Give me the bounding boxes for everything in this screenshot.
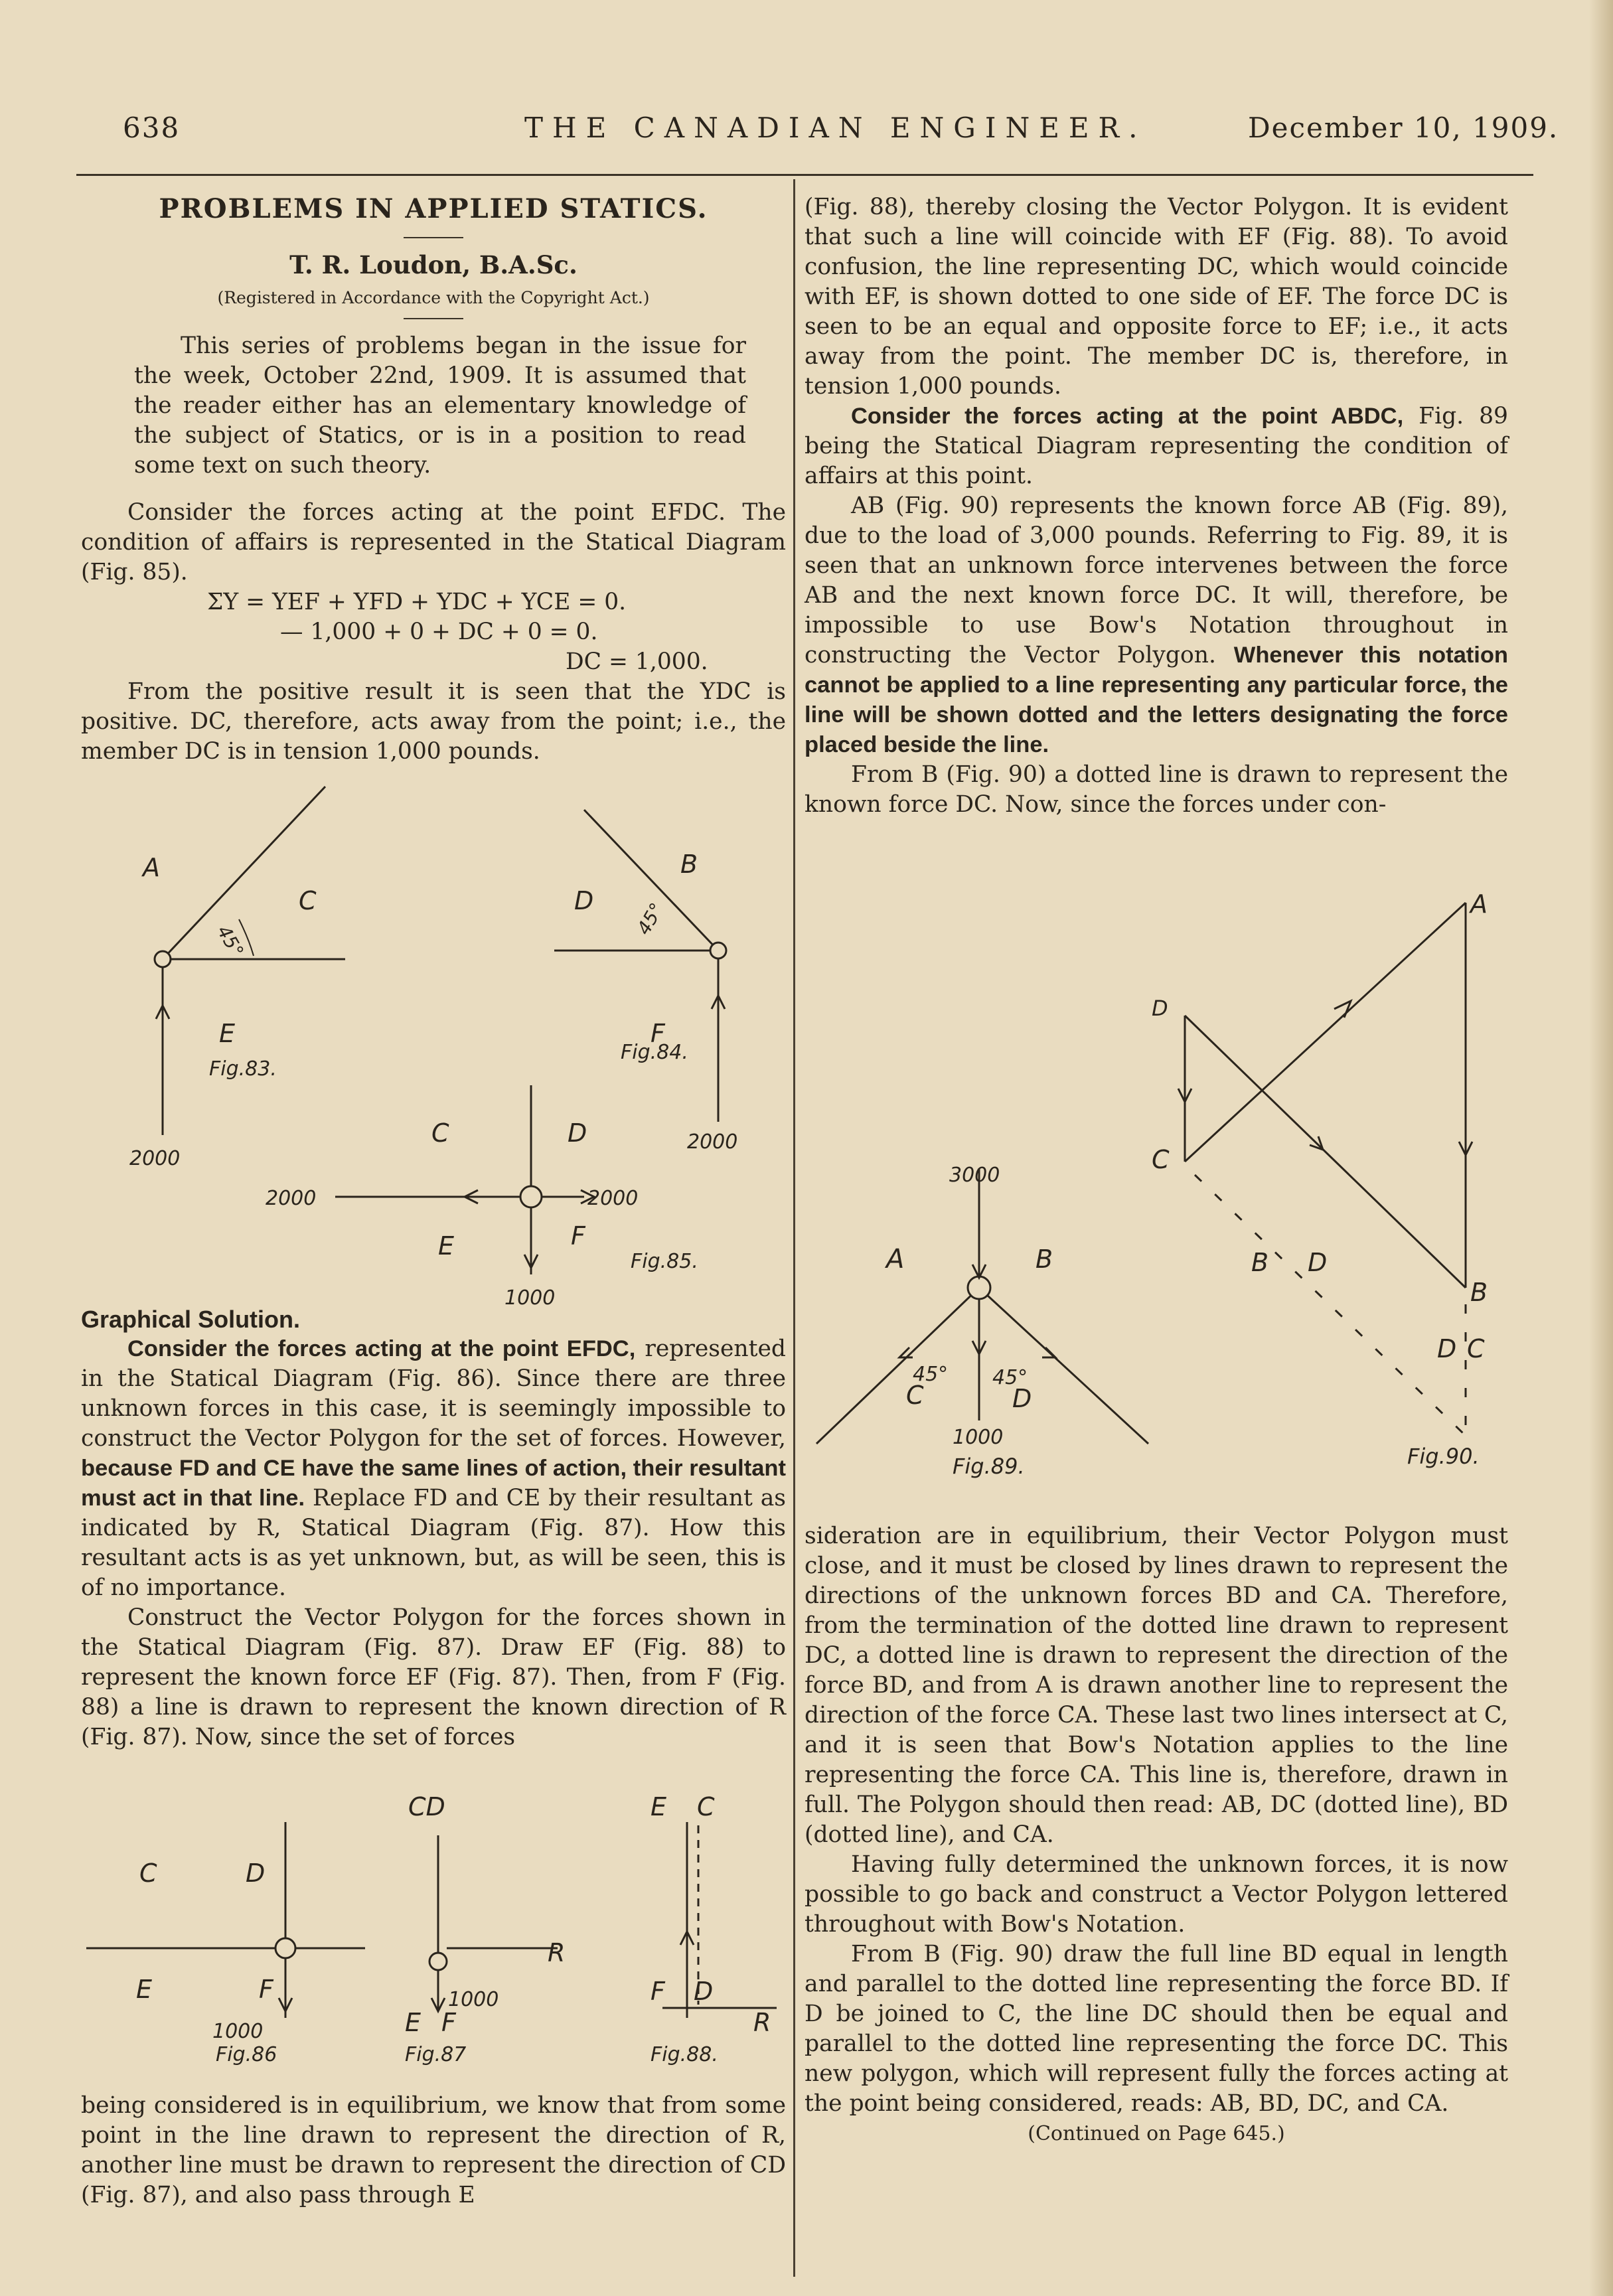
paragraph-abdc <box>805 402 1508 491</box>
author-byline: T. R. Loudon, B.A.Sc. <box>289 250 577 279</box>
fig84-caption: Fig.84. <box>621 1041 688 1064</box>
fig84-load: 2000 <box>687 1130 738 1154</box>
fig87-load: 1000 <box>448 1988 499 2011</box>
figure-83 <box>129 787 345 1170</box>
fig86-caption: Fig.86 <box>216 2043 277 2066</box>
fig88-label-r: R <box>753 2008 771 2037</box>
page-number: 638 <box>123 112 181 144</box>
fig86-label-c: C <box>139 1859 157 1888</box>
fig88-label-c: C <box>697 1792 715 1821</box>
paragraph-equilibrium: being considered is in equilibrium, we know that from some point in the line drawn to represent the direction of R, another line must be drawn to represent the direction of CD (Fig. 87), and also pass through E <box>81 2092 786 2208</box>
paragraph-construct: Construct the Vector Polygon for the forces shown in the Statical Diagram (Fig. 87). Draw EF (Fig. 88) to represent the known force EF (Fig. 87). Then, from F (Fig. 88) a line is drawn to represent the known direction of R (Fig. 87). Now, since the set of forces <box>81 1604 786 1750</box>
equation-values: — 1,000 + 0 + DC + 0 = 0. <box>280 619 598 645</box>
paragraph-graphical-b: Replace FD and CE by their resultant as indicated by R, Statical Diagram (Fig. 87). How this resultant acts is as yet unknown, but, as will be seen, this is of no importance. <box>81 1485 787 1601</box>
fig84-joint <box>710 943 726 958</box>
fig84-label-f: F <box>651 1019 665 1048</box>
fig83-angle-label: 45° <box>212 921 248 961</box>
fig87-caption: Fig.87 <box>405 2043 467 2066</box>
fig87-label-cd: CD <box>408 1792 445 1821</box>
fig86-label-e: E <box>136 1975 153 2004</box>
fig88-label-e: E <box>651 1792 667 1821</box>
left-column-bottom <box>81 2091 786 2210</box>
fig83-label-c: C <box>299 886 317 915</box>
fig88-label-f: F <box>651 1977 665 2006</box>
fig90-label-a: A <box>1470 889 1488 919</box>
left-column-middle <box>81 1304 786 1752</box>
page-edge-shadow <box>1589 0 1613 2296</box>
fig86-label-d: D <box>246 1859 266 1888</box>
fig90-label-d-top: D <box>1152 996 1168 1021</box>
article-title: PROBLEMS IN APPLIED STATICS. <box>159 193 708 224</box>
fig89-caption: Fig.89. <box>953 1454 1025 1479</box>
fig83-caption: Fig.83. <box>209 1057 277 1081</box>
fig89-bottom-load: 1000 <box>953 1426 1004 1449</box>
fig89-label-d: D <box>1012 1384 1032 1413</box>
intro-paragraph: This series of problems began in the issue for the week, October 22nd, 1909. It is assumed that the reader either has an elementary knowledge of the subject of Statics, or is in a position to read some text on such theory. <box>134 333 746 479</box>
fig88-label-d: D <box>694 1977 714 2006</box>
fig84-angle-label: 45° <box>632 899 668 939</box>
fig84-label-b: B <box>680 850 698 879</box>
column-divider <box>793 179 795 2277</box>
fig90-label-b-right: B <box>1470 1278 1488 1307</box>
fig89-angle-left: 45° <box>913 1363 949 1386</box>
right-column-bottom <box>805 1521 1508 2149</box>
copyright-note: (Registered in Accordance with the Copyright Act.) <box>217 288 650 307</box>
paragraph-graphical-a: represented in the Statical Diagram (Fig. 86). Since there are three unknown forces in this case, it is seemingly impossible to construct the Vector Polygon for the set of forces. However, <box>81 1336 786 1452</box>
fig83-label-a: A <box>143 853 160 882</box>
header-rule <box>76 174 1533 176</box>
figure-89 <box>816 1164 1148 1479</box>
byline-rule <box>404 318 463 319</box>
fig90-ca-line <box>1185 903 1466 1162</box>
fig86-load: 1000 <box>212 2020 264 2043</box>
fig83-load: 2000 <box>129 1147 181 1170</box>
figure-88 <box>651 1792 777 2066</box>
figure-84 <box>554 810 737 1154</box>
right-column-top <box>805 192 1508 820</box>
equation-sum-y: ΣY = YEF + YFD + YDC + YCE = 0. <box>207 589 627 615</box>
figure-87 <box>405 1792 565 2066</box>
paragraph-abdc-text: Fig. 89 being the Statical Diagram representing the condition of affairs at this point. <box>805 403 1509 489</box>
figure-86 <box>86 1822 365 2066</box>
fig84-label-d: D <box>574 886 594 915</box>
figures-83-85 <box>80 777 790 1308</box>
paragraph-ab-load <box>805 491 1508 760</box>
fig83-joint <box>155 951 171 967</box>
fig85-label-c: C <box>431 1118 449 1148</box>
fig85-caption: Fig.85. <box>631 1250 698 1273</box>
fig86-label-f: F <box>259 1975 273 2004</box>
fig87-label-e: E <box>405 2008 422 2037</box>
figure-90 <box>1152 889 1488 1469</box>
fig87-label-r: R <box>548 1938 566 1967</box>
fig85-bottom-load: 1000 <box>504 1286 556 1310</box>
fig85-left-load: 2000 <box>266 1187 317 1210</box>
fig90-dotted-bd <box>1195 1175 1464 1434</box>
fig85-label-d: D <box>568 1118 587 1148</box>
paragraph-draw-bd: From B (Fig. 90) draw the full line BD equal in length and parallel to the dotted line representing the force BD. If D be joined to C, the line DC should then be equal and parallel to the dotted line representing the force DC. This new polygon, which will represent fully the forces acting at the point being considered, reads: AB, BD, DC, and CA. <box>805 1941 1508 2117</box>
paragraph-positive-result: From the positive result it is seen that the YDC is positive. DC, therefore, acts away from the point; i.e., the member DC is in tension 1,000 pounds. <box>81 678 786 765</box>
fig85-right-load: 2000 <box>587 1187 639 1210</box>
fig89-label-c: C <box>906 1381 924 1410</box>
paragraph-graphical-emphasis: because FD and CE have the same lines of action, their resultant must act in that line. <box>81 1456 786 1511</box>
figures-89-90 <box>803 889 1507 1520</box>
paragraph-fully-determined: Having fully determined the unknown forces, it is now possible to go back and construct a Vector Polygon lettered throughout with Bow's Notation. <box>805 1851 1508 1938</box>
paragraph-efdc: Consider the forces acting at the point EFDC. The condition of affairs is represented in the Statical Diagram (Fig. 85). <box>81 499 786 585</box>
fig90-label-b-dotted: B <box>1251 1248 1269 1277</box>
issue-date: December 10, 1909. <box>1248 112 1559 144</box>
fig89-top-load: 3000 <box>949 1164 1000 1187</box>
paragraph-graphical-lead: Consider the forces acting at the point EFDC, <box>127 1336 636 1361</box>
fig89-angle-right: 45° <box>992 1366 1028 1389</box>
paragraph-vector-close: (Fig. 88), thereby closing the Vector Polygon. It is evident that such a line will coincide with EF (Fig. 88). To avoid confusion, the line representing DC, which would coincide with EF, is shown dotted to one side of EF. The force DC is seen to be an equal and opposite force to EF; i.e., it acts away from the point. The member DC is, therefore, in tension 1,000 pounds. <box>805 194 1508 400</box>
fig90-label-d-dotted: D <box>1308 1248 1328 1277</box>
paragraph-abdc-lead: Consider the forces acting at the point ABDC, <box>851 404 1404 429</box>
paragraph-graphical <box>81 1334 786 1603</box>
figures-86-88 <box>80 1792 790 2071</box>
paragraph-ab-load-text: AB (Fig. 90) represents the known force AB (Fig. 89), due to the load of 3,000 pounds. Referring to Fig. 89, it is seen that an unknown force intervenes between the force AB and the next known force DC. It will, therefore, be impossible to use Bow's Notation throughout in constructing the Vector Polygon. <box>805 493 1508 668</box>
journal-title: THE CANADIAN ENGINEER. <box>524 112 1147 144</box>
fig85-label-f: F <box>571 1221 585 1251</box>
paragraph-from-b: From B (Fig. 90) a dotted line is drawn to represent the known force DC. Now, since the forces under con- <box>805 761 1508 818</box>
left-column-top <box>81 187 786 767</box>
fig86-joint <box>275 1938 295 1958</box>
fig87-joint <box>429 1953 447 1970</box>
equation-result: DC = 1,000. <box>566 649 708 675</box>
fig85-label-e: E <box>438 1231 455 1261</box>
graphical-solution-heading: Graphical Solution. <box>81 1306 301 1333</box>
fig89-left-member <box>816 1288 979 1444</box>
fig89-label-b: B <box>1036 1245 1053 1274</box>
paragraph-ab-load-emphasis: Whenever this notation cannot be applied to a line representing any particular force, the line will be shown dotted and the letters designating the force placed beside the line. <box>805 643 1508 757</box>
title-rule <box>404 237 463 238</box>
continued-note: (Continued on Page 645.) <box>1028 2122 1285 2145</box>
fig87-label-f: F <box>441 2008 456 2037</box>
paragraph-sideration: sideration are in equilibrium, their Vector Polygon must close, and it must be closed by lines drawn to represent the directions of the unknown forces BD and CA. Therefore, from the termination of the dotted line drawn to represent DC, a dotted line is drawn to represent the direction of the force BD, and from A is drawn another line to represent the direction of the force CA. These last two lines intersect at C, and it is seen that Bow's Notation applies to the line representing the force CA. This line is, therefore, drawn in full. The Polygon should then read: AB, DC (dotted line), BD (dotted line), and CA. <box>805 1523 1508 1848</box>
fig90-caption: Fig.90. <box>1407 1444 1480 1469</box>
fig83-label-e: E <box>219 1019 236 1048</box>
fig89-label-a: A <box>886 1244 905 1274</box>
fig90-bd-line <box>1185 1016 1466 1288</box>
fig85-joint <box>520 1186 542 1207</box>
figure-85 <box>266 1085 698 1310</box>
fig90-label-d-right: D <box>1437 1334 1457 1363</box>
fig83-inclined-member <box>163 787 325 959</box>
fig90-label-c-right: C <box>1467 1334 1485 1363</box>
fig90-label-c: C <box>1152 1145 1170 1174</box>
fig88-caption: Fig.88. <box>651 2043 718 2066</box>
